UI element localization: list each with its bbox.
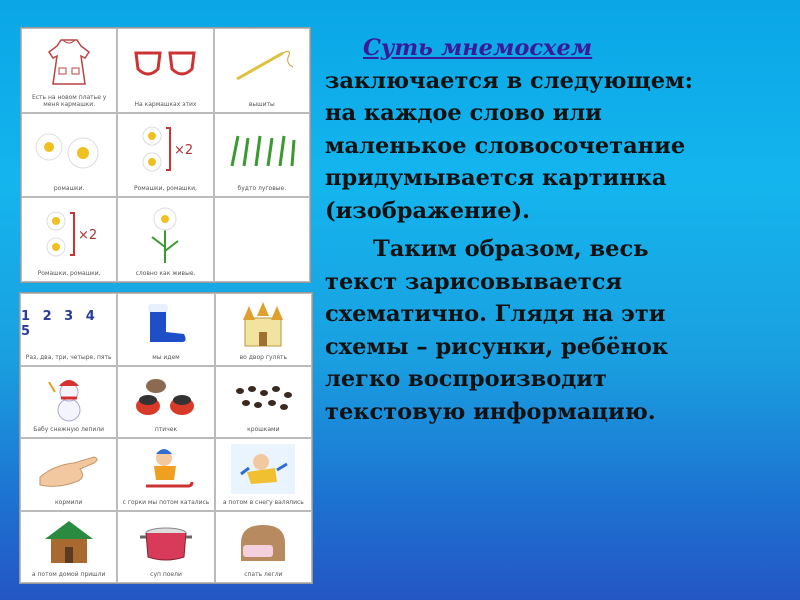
heading: Суть мнемосхем — [363, 35, 593, 61]
grid1-caption: будто луговые. — [237, 185, 287, 193]
grid2-cell — [20, 511, 117, 584]
castle-icon — [235, 300, 291, 348]
mnemo-table-1 — [20, 27, 311, 283]
text-line: (изображение). — [325, 197, 531, 224]
daisies-x2-icon — [34, 207, 104, 263]
grid1-caption: ромашки. — [53, 185, 85, 193]
grid2-caption: крошками — [247, 426, 280, 434]
boots-icon — [136, 302, 196, 346]
text-line: заключается в следующем: — [325, 67, 693, 94]
text-line: текстовую информацию. — [325, 398, 656, 425]
grid2-cell — [20, 293, 117, 366]
text-line: придумывается картинка — [325, 165, 667, 191]
grid2-caption: птичек — [154, 426, 178, 434]
needle-icon — [227, 45, 297, 85]
text-line: схематично. Глядя на эти — [325, 301, 666, 327]
grid1-cell — [117, 28, 213, 113]
grass-icon — [222, 130, 302, 170]
text-line: на каждое слово или — [325, 100, 602, 126]
text-line: легко воспроизводит — [325, 366, 607, 392]
house-icon — [41, 519, 97, 565]
grid2-caption: спать легли — [244, 571, 283, 579]
grid2-caption: Бабу снежную лепили — [33, 426, 105, 434]
grid1-caption: Ромашки, ромашки, — [37, 270, 101, 278]
grid1-cell — [21, 113, 117, 198]
grid1-cell — [117, 197, 213, 282]
grid1-caption: словно как живые. — [135, 270, 196, 278]
text-line: схемы – рисунки, ребёнок — [325, 333, 669, 360]
grid1-cell-empty — [214, 197, 310, 282]
snow-child-icon — [231, 444, 295, 494]
grid2-cell — [117, 438, 214, 511]
grid1-cell — [117, 113, 213, 198]
bullfinches-icon — [126, 372, 206, 422]
dress-icon — [39, 36, 99, 88]
pot-icon — [136, 519, 196, 565]
grid1-caption: На кармашках этих — [134, 100, 197, 108]
flower-icon — [140, 205, 190, 265]
grid1-caption: Есть на новом платье у меня кармашки. — [31, 93, 107, 108]
mnemo-table-2 — [19, 292, 313, 584]
text-line: маленькое словосочетание — [325, 132, 686, 159]
grid2-cell — [117, 366, 214, 439]
text-line: Таким образом, весь — [373, 236, 649, 262]
grid2-cell — [215, 438, 312, 511]
grid2-cell — [117, 293, 214, 366]
grid2-cell — [215, 366, 312, 439]
grid2-cell — [20, 438, 117, 511]
grid1-cell — [214, 113, 310, 198]
digits-icon: 1 2 3 4 5 — [21, 309, 99, 340]
grid2-caption: а потом в снегу валялись — [222, 498, 304, 506]
hand-icon — [34, 447, 104, 491]
grid2-caption: мы идем — [152, 353, 180, 361]
grid2-caption: во двор гулять — [239, 353, 288, 361]
paragraph-1 — [325, 65, 795, 228]
grid2-cell — [117, 511, 214, 584]
svg-text:×2: ×2 — [174, 143, 194, 159]
grid2-caption: кормили — [55, 498, 83, 506]
grid1-cell — [21, 28, 117, 113]
grid1-caption: вышиты — [248, 100, 275, 108]
daisies-icon — [29, 125, 109, 175]
grid1-cell — [214, 28, 310, 113]
grid2-caption: Раз, два, три, четыре, пять — [25, 353, 112, 361]
explanation-text — [325, 32, 795, 428]
grid1-caption: Ромашки, ромашки, — [134, 185, 197, 193]
bed-icon — [233, 519, 293, 565]
grid2-cell — [20, 366, 117, 439]
daisies-x2-icon — [130, 122, 200, 178]
paragraph-2 — [325, 233, 795, 428]
grid2-cell — [215, 511, 312, 584]
text-line: текст зарисовывается — [325, 268, 623, 295]
grid2-caption: а потом домой пришли — [31, 571, 106, 579]
grid2-cell — [215, 293, 312, 366]
svg-text:×2: ×2 — [78, 227, 98, 243]
grid2-caption: суп поели — [150, 571, 182, 579]
sled-icon — [134, 444, 198, 494]
grid1-cell — [21, 197, 117, 282]
snowman-icon — [39, 372, 99, 422]
crumbs-icon — [228, 377, 298, 417]
pockets-icon — [130, 45, 200, 85]
grid2-caption: с горки мы потом катались — [122, 498, 210, 506]
